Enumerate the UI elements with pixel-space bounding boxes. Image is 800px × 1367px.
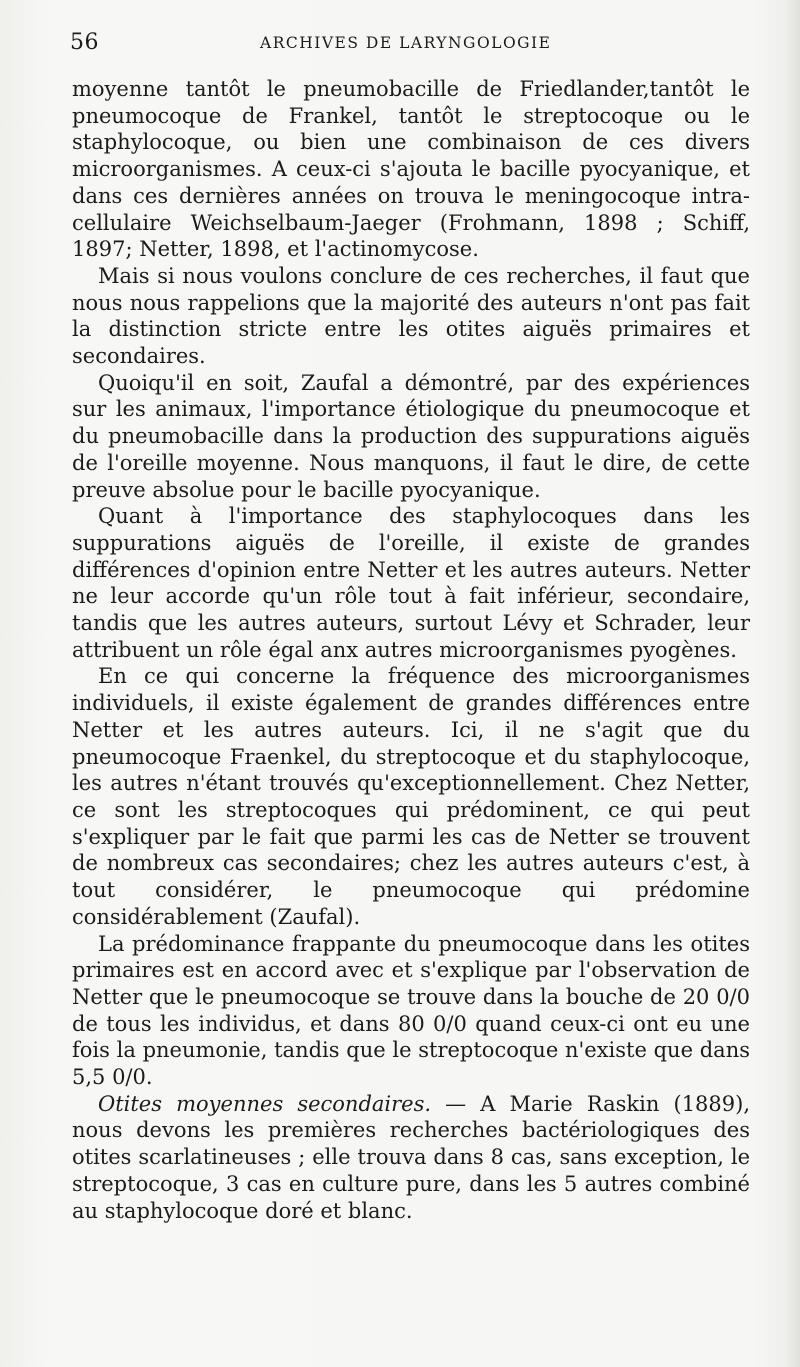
paragraph-2: Mais si nous voulons conclure de ces recherches, il faut que nous nous rappelions que la majorité des auteurs n'ont pas fait la distinction stricte entre les otites aiguës primaires et secondaires. — [72, 263, 750, 369]
page-edge-shadow — [786, 0, 800, 1367]
paragraph-1: moyenne tantôt le pneumobacille de Friedlander,tantôt le pneumocoque de Frankel, tantôt le streptocoque ou le staphylocoque, ou bien une combinaison de ces divers microorganismes. A ceux-ci s'ajouta le bacille pyocyanique, et dans ces dernières années on trouva le meningocoque intra-cellulaire Weichselbaum-Jaeger (Frohmann, 1898 ; Schiff, 1897; Netter, 1898, et l'actinomycose. — [72, 77, 750, 262]
paragraph-3: Quoiqu'il en soit, Zaufal a démontré, par des expériences sur les animaux, l'importance étiologique du pneumocoque et du pneumobacille dans la production des suppurations aiguës de l'oreille moyenne. Nous manquons, il faut le dire, de cette preuve absolue pour le bacille pyocyanique. — [72, 370, 750, 502]
paragraph-7 — [72, 1091, 750, 1225]
paragraph-5: En ce qui concerne la fréquence des microorganismes individuels, il existe également de grandes différences entre Netter et les autres auteurs. Ici, il ne s'agit que du pneumocoque Fraenkel, du streptocoque et du staphylocoque, les autres n'étant trouvés qu'exceptionnellement. Chez Netter, ce sont les streptocoques qui prédominent, ce qui peut s'expliquer par le fait que parmi les cas de Netter se trouvent de nombreux cas secondaires; chez les autres auteurs c'est, à tout considérer, le pneumocoque qui prédomine considérablement (Zaufal). — [72, 664, 750, 929]
paragraph-7-text: — A Marie Raskin (1889), nous devons les premières recherches bactériologiques des otites scarlatineuses ; elle trouva dans 8 cas, sans exception, le streptocoque, 3 cas en culture pure, dans les 5 autres combiné au staphylocoque doré et blanc. — [72, 1091, 751, 1223]
running-head — [70, 30, 750, 62]
body-text — [72, 76, 750, 1224]
page-number: 56 — [70, 30, 99, 55]
running-title: ARCHIVES DE LARYNGOLOGIE — [260, 34, 552, 52]
paragraph-4: Quant à l'importance des staphylocoques dans les suppurations aiguës de l'oreille, il existe de grandes différences d'opinion entre Netter et les autres auteurs. Netter ne leur accorde qu'un rôle tout à fait inférieur, secondaire, tandis que les autres auteurs, surtout Lévy et Schrader, leur attribuent un rôle égal anx autres microorganismes pyogènes. — [72, 504, 750, 662]
section-heading-italic: Otites moyennes secondaires. — [98, 1091, 432, 1116]
paragraph-6: La prédominance frappante du pneumocoque dans les otites primaires est en accord avec et s'explique par l'observation de Netter que le pneumocoque se trouve dans la bouche de 20 0/0 de tous les individus, et dans 80 0/0 quand ceux-ci ont eu une fois la pneumonie, tandis que le streptocoque n'existe que dans 5,5 0/0. — [72, 931, 750, 1090]
